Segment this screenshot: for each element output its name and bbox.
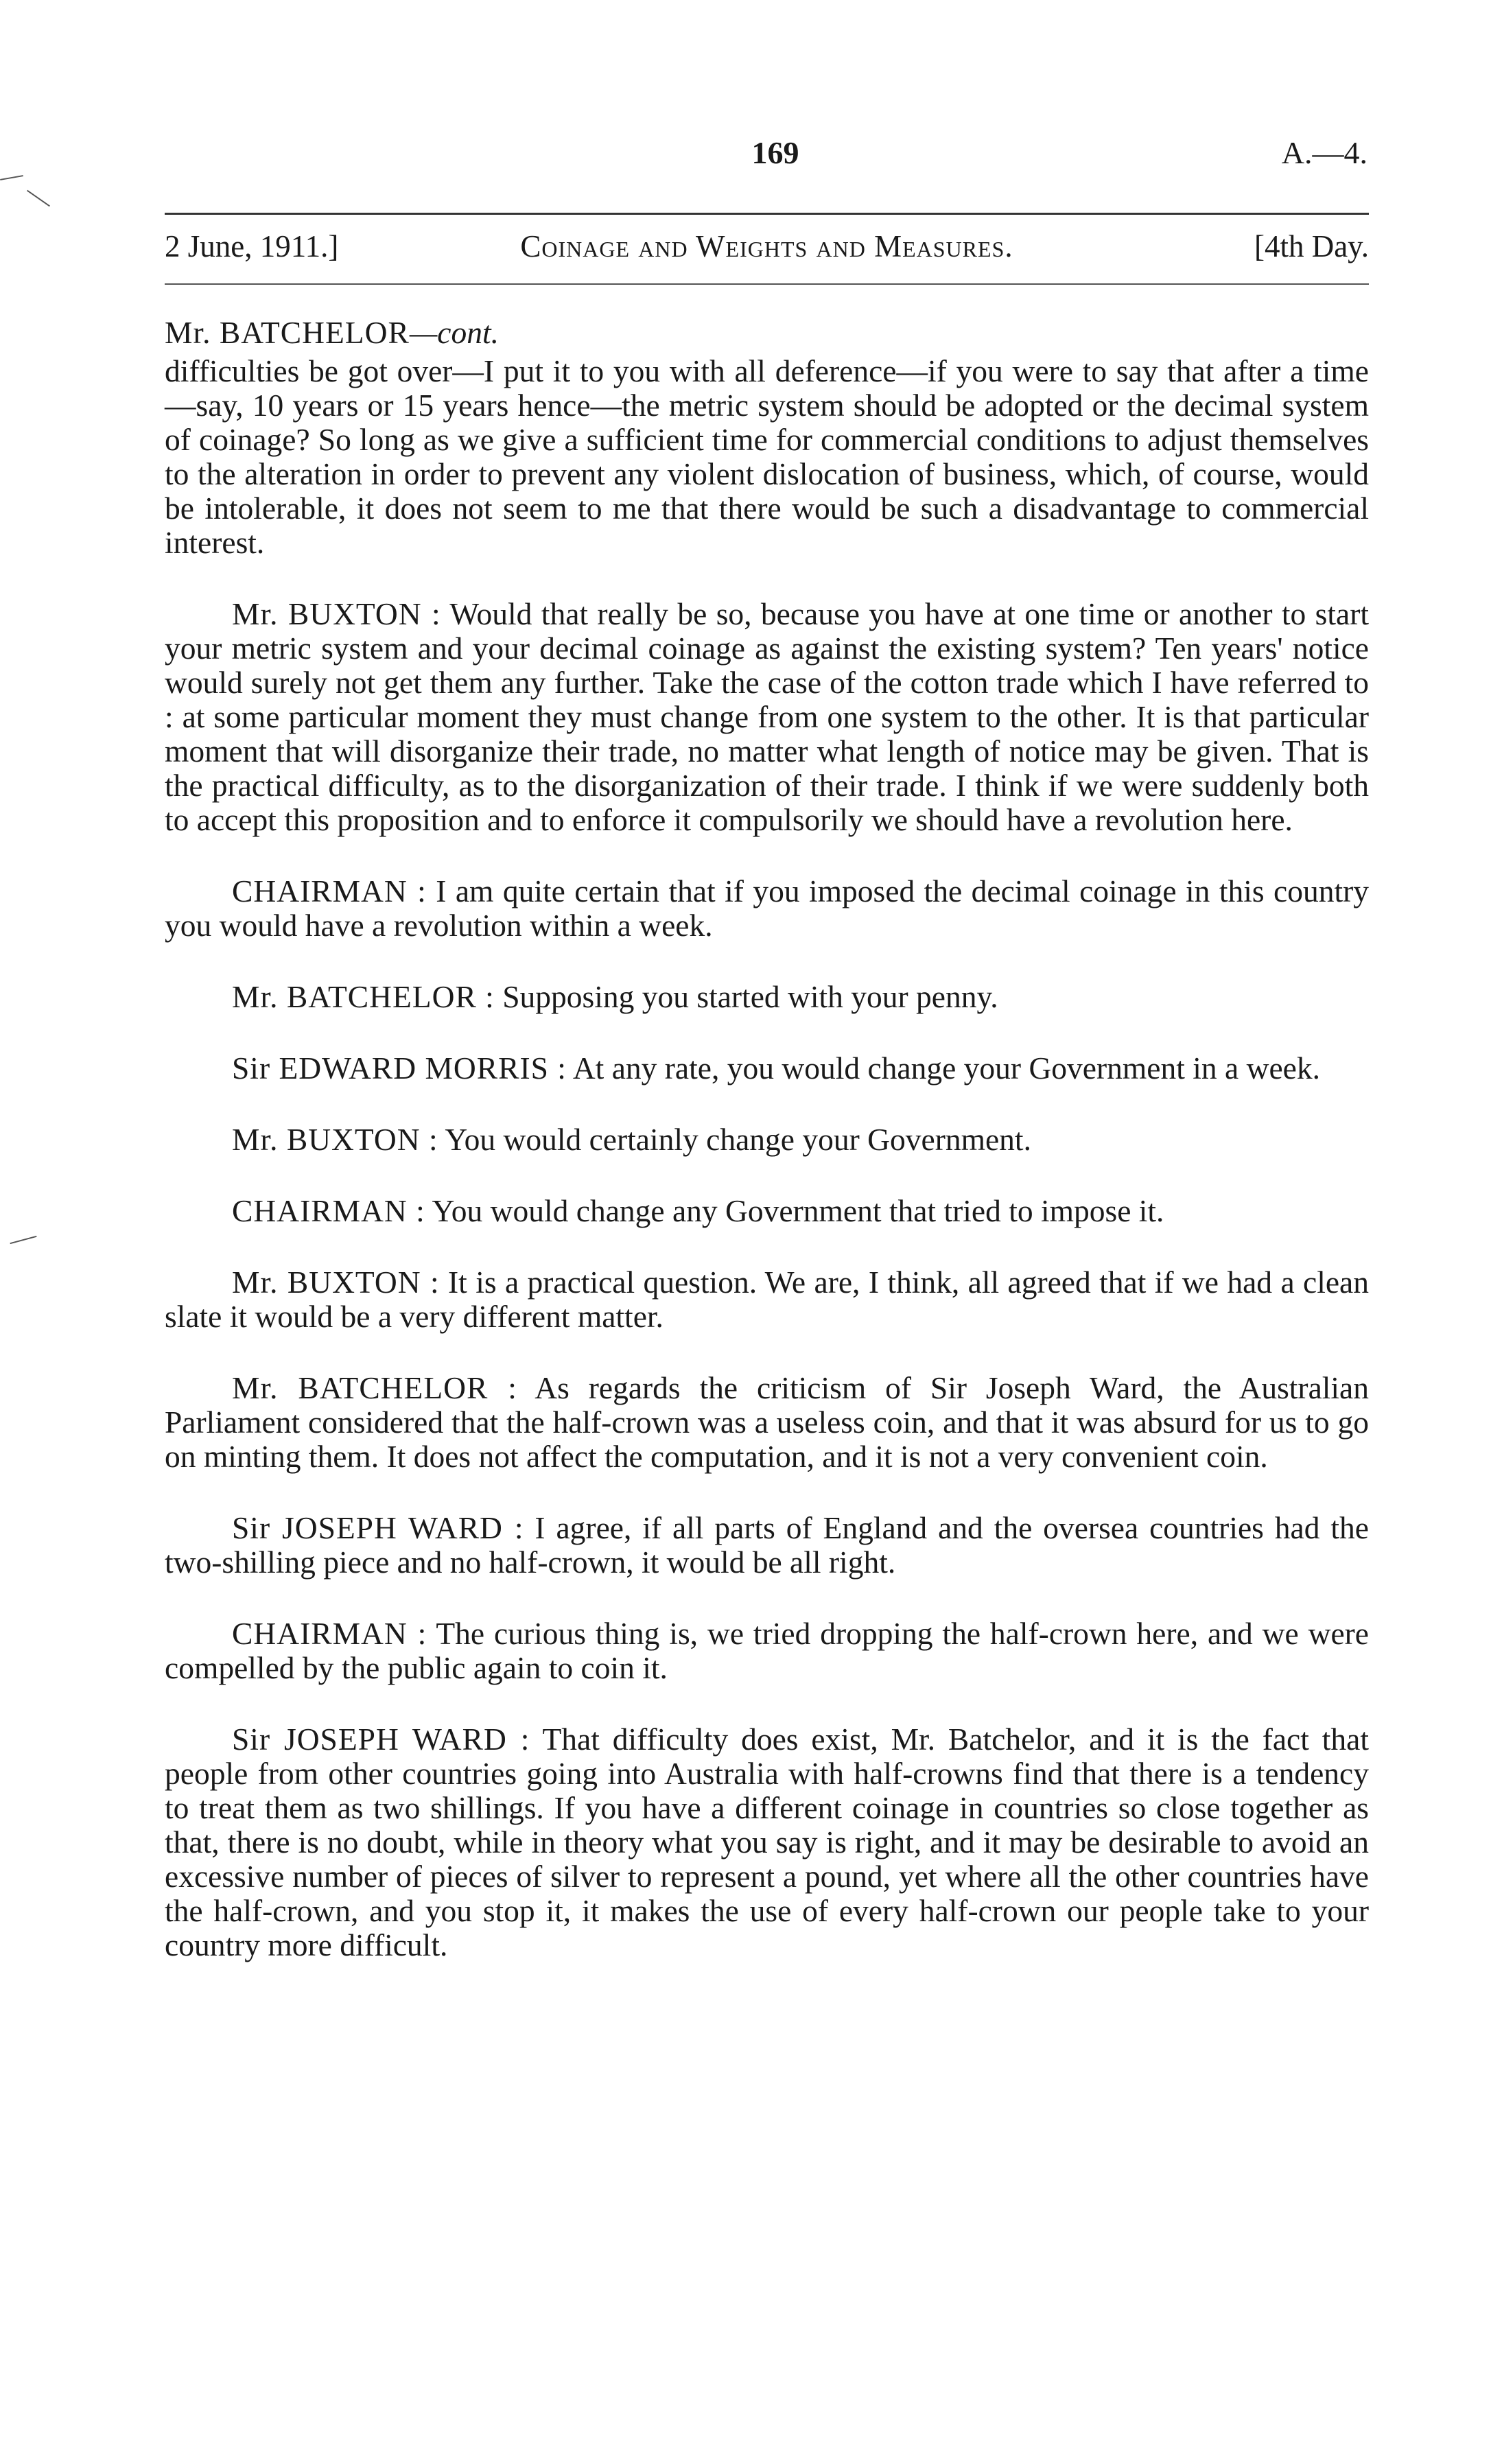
speaker-name: Sir EDWARD MORRIS : — [232, 1051, 567, 1086]
speaker-name: Mr. BUXTON : — [232, 596, 441, 631]
paragraph-text: Supposing you started with your penny. — [502, 979, 998, 1014]
paragraph-text: You would change any Government that tried to impose it. — [432, 1193, 1164, 1228]
continuation-suffix: —cont. — [409, 315, 499, 350]
running-head-date: 2 June, 1911.] — [165, 229, 339, 263]
speaker-name: Mr. BUXTON : — [232, 1122, 438, 1157]
paragraph-text: That difficulty does exist, Mr. Batchelor, and it is the fact that people from other countries going into Australia with half-crowns find that there is a tendency to treat them as two shillings. If you have a different coinage in countries so close together as that, there is no doubt, while in theory what you say is right, and it may be desirable to avoid an excessive number of pieces of silver to represent a pound, yet where all the other countries have the half-crown, and you stop it, it makes the use of every half-crown our people take to your country more difficult. — [165, 1722, 1369, 1962]
paragraph-text: difficulties be got over—I put it to you with all deference—if you were to say that after a time—say, 10 years or 15 years hence—the metric system should be adopted or the decimal system of coinage? So long as we give a sufficient time for commercial conditions to adjust themselves to the alteration in order to prevent any violent dislocation of business, which, of course, would be intolerable, it does not seem to me that there would be such a disadvantage to commercial interest. — [165, 353, 1369, 560]
paragraph — [165, 1194, 1369, 1228]
continuation-heading — [165, 316, 1369, 350]
continuation-speaker: Mr. BATCHELOR — [165, 315, 410, 350]
speaker-name: CHAIRMAN : — [232, 1616, 427, 1651]
running-head — [165, 228, 1369, 270]
paragraph — [165, 1722, 1369, 1962]
speaker-name: Mr. BUXTON : — [232, 1265, 440, 1300]
margin-mark — [27, 190, 50, 207]
paragraph — [165, 1511, 1369, 1580]
paragraph-text: It is a practical question. We are, I think, all agreed that if we had a clean slate it would be a very different matter. — [165, 1265, 1369, 1334]
paragraph — [165, 1371, 1369, 1474]
paragraph — [165, 1617, 1369, 1685]
paragraph-text: You would certainly change your Government. — [445, 1122, 1031, 1157]
margin-mark — [0, 175, 23, 180]
header-rule-top — [165, 213, 1369, 215]
paragraph — [165, 597, 1369, 837]
document-reference: A.—4. — [1281, 135, 1367, 170]
paragraph — [165, 874, 1369, 943]
running-head-title: Coinage and Weights and Measures. — [520, 229, 1013, 263]
paragraph — [165, 1123, 1369, 1157]
paragraph-text: The curious thing is, we tried dropping the half-crown here, and we were compelled by the public again to coin it. — [165, 1616, 1369, 1685]
paragraph — [165, 1265, 1369, 1334]
speaker-name: CHAIRMAN : — [232, 1193, 425, 1228]
paragraph — [165, 1051, 1369, 1086]
paragraph-text: Would that really be so, because you have at one time or another to start your metric system and your decimal coinage as against the existing system? Ten years' notice would surely not get them any further. Take the case of the cotton trade which I have referred to : at some particular moment they must change from one system to the other. It is that particular moment that will disorganize their trade, no matter what length of notice may be given. That is the practical difficulty, as to the disorganization of their trade. I think if we were suddenly both to accept this proposition and to enforce it compulsorily we should have a revolution here. — [165, 596, 1369, 837]
speaker-name: Mr. BATCHELOR : — [232, 1370, 517, 1405]
paragraph-text: At any rate, you would change your Government in a week. — [572, 1051, 1320, 1086]
speaker-name: Sir JOSEPH WARD : — [232, 1510, 524, 1545]
margin-mark — [10, 1236, 36, 1244]
header-rule-bottom — [165, 283, 1369, 285]
speaker-name: CHAIRMAN : — [232, 873, 427, 908]
paragraph — [165, 354, 1369, 560]
transcript-body — [165, 316, 1369, 1999]
running-head-day: [4th Day. — [1254, 229, 1369, 263]
paragraph — [165, 980, 1369, 1014]
page-number: 169 — [751, 135, 799, 170]
paragraph-text: I am quite certain that if you imposed the decimal coinage in this country you would have a revolution within a week. — [165, 873, 1369, 943]
paragraph-text: I agree, if all parts of England and the oversea countries had the two-shilling piece and no half-crown, it would be all right. — [165, 1510, 1369, 1580]
paragraph-text: As regards the criticism of Sir Joseph Ward, the Australian Parliament considered that the half-crown was a useless coin, and that it was absurd for us to go on minting them. It does not affect the computation, and it is not a very convenient coin. — [165, 1370, 1369, 1474]
speaker-name: Mr. BATCHELOR : — [232, 979, 495, 1014]
speaker-name: Sir JOSEPH WARD : — [232, 1722, 530, 1757]
